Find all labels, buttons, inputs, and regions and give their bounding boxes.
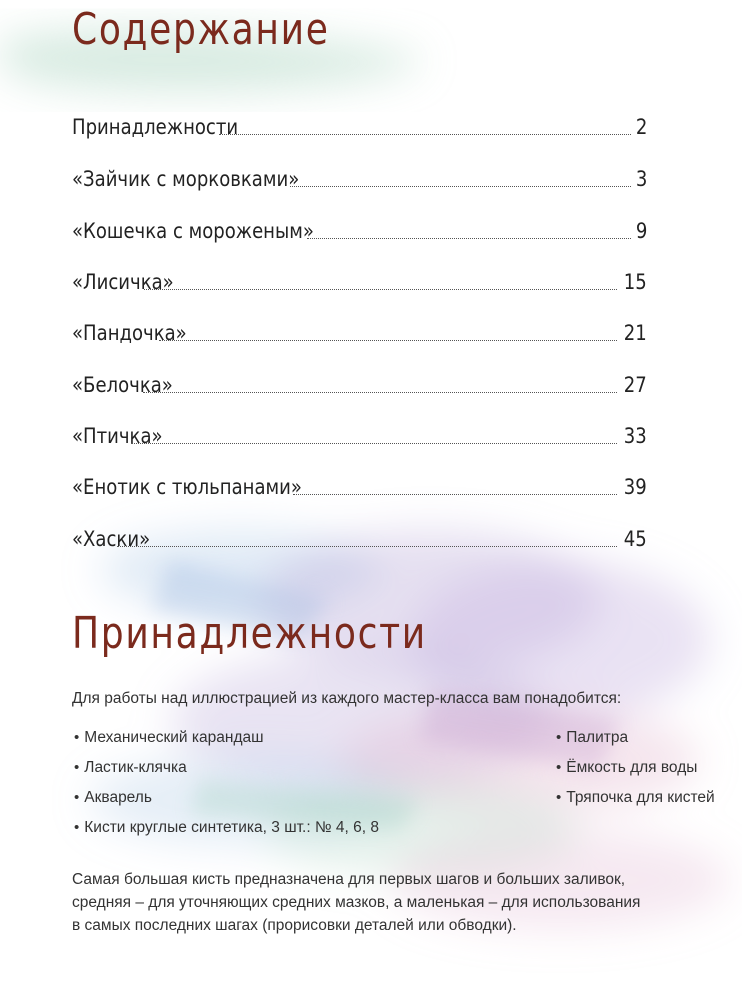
toc-entry-page: 27 [624, 373, 647, 397]
list-item: • Палитра [556, 723, 715, 753]
toc-entry-title: «Птичка» [72, 424, 163, 448]
dot-leader [219, 133, 630, 135]
dot-leader [290, 185, 630, 187]
accessories-list-left [74, 723, 379, 843]
toc-entry[interactable] [72, 212, 647, 242]
dot-leader [307, 237, 630, 239]
dot-leader [159, 339, 617, 341]
list-item: • Кисти круглые синтетика, 3 шт.: № 4, 6, 8 [74, 813, 379, 843]
toc-entry-title: «Зайчик с морковками» [72, 167, 300, 191]
note-line: средняя – для уточняющих средних мазков, а маленькая – для использования [72, 894, 641, 911]
toc-entry[interactable] [72, 160, 647, 190]
accessories-intro: Для работы над иллюстрацией из каждого мастер-класса вам понадобится: [72, 690, 622, 707]
toc-entry-title: «Лисичка» [72, 270, 174, 294]
toc-entry-page: 2 [635, 115, 647, 139]
toc-entry[interactable] [72, 263, 647, 293]
toc-entry-title: Принадлежности [72, 115, 239, 139]
list-item: • Ластик-клячка [74, 753, 379, 783]
dot-leader [143, 391, 617, 393]
toc-entry-title: «Кошечка с мороженым» [72, 219, 314, 243]
note-line: Самая большая кисть предназначена для первых шагов и больших заливок, [72, 871, 626, 888]
toc-entry-title: «Енотик с тюльпанами» [72, 475, 302, 499]
toc-entry[interactable] [72, 314, 647, 344]
toc-entry-title: «Пандочка» [72, 321, 187, 345]
dot-leader [293, 493, 617, 495]
accessories-heading: Принадлежности [72, 608, 427, 659]
toc-entry-page: 9 [635, 219, 647, 243]
toc-entry-page: 3 [635, 167, 647, 191]
dot-leader [117, 545, 617, 547]
list-item: • Акварель [74, 783, 379, 813]
toc-entry[interactable] [72, 366, 647, 396]
contents-heading: Содержание [72, 4, 330, 55]
toc-entry[interactable] [72, 108, 647, 138]
toc-entry[interactable] [72, 468, 647, 498]
toc-entry-page: 45 [624, 527, 647, 551]
toc-entry-title: «Белочка» [72, 373, 173, 397]
toc-entry-title: «Хаски» [72, 527, 151, 551]
dot-leader [131, 442, 617, 444]
toc-entry[interactable] [72, 417, 647, 447]
brush-size-note [72, 868, 732, 937]
accessories-list-right [556, 723, 715, 813]
list-item: • Ёмкость для воды [556, 753, 715, 783]
toc-entry[interactable] [72, 520, 647, 550]
toc-entry-page: 21 [624, 321, 647, 345]
toc-entry-page: 33 [624, 424, 647, 448]
toc-entry-page: 15 [624, 270, 647, 294]
toc-entry-page: 39 [624, 475, 647, 499]
list-item: • Тряпочка для кистей [556, 783, 715, 813]
note-line: в самых последних шагах (прорисовки деталей или обводки). [72, 917, 517, 934]
list-item: • Механический карандаш [74, 723, 379, 753]
dot-leader [144, 288, 617, 290]
